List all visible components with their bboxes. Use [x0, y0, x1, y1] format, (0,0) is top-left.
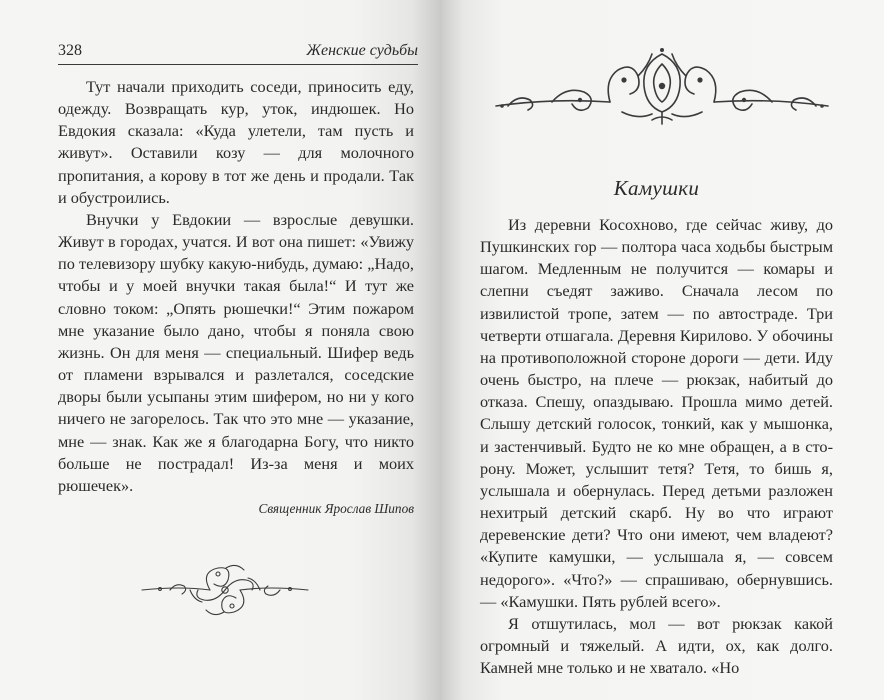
right-body-text — [480, 214, 833, 679]
paragraph: Внучки у Евдокии — взрослые девушки. Живут в городах, учатся. И вот она пишет: «Увижу по телевизору шубку какую-нибудь, думаю: „Надо, чтобы и у моей внучки такая была!“ И тут же словно током: „Опять рюшечки!“ Этим пожаром мне указание было дано, чтобы я поняла свою жизнь. Он для меня — специальный. Шифер ведь от пламени взрывался и разлетался, соседские дворы были усыпаны этим шифером, но ни у кого ничего не загорелось. Так что это мне — указание, мне — знак. Как же я благодарна Богу, что никто больше не пострадал! Из-за меня и моих рюшечек». — [58, 209, 414, 495]
chapter-title: Камушки — [613, 176, 700, 200]
floral-ornament-icon — [140, 560, 310, 618]
paragraph: Тут начали приходить соседи, приносить еду, одежду. Возвращать кур, уток, индюшек. Но Евдокия сказала: «Куда улетели, там пусть и живут». Оставили козу — для молочного пропитания, а корову в тот же день и продали. Так и обустроились. — [58, 77, 414, 207]
paragraph: Из деревни Косохново, где сейчас живу, до Пушкинских гор — полтора часа ходьбы быстрым шагом. Медленным не получится — комары и слепни съедят заживо. Сначала лесом по извилистой тропе, затем — по автостраде. Три четверти отшагала. Деревня Кирилово. У обочины на противоположной стороне дороги — дети. Иду очень быстро, на плече — рюкзак, набитый до отказа. Спешу, опаздываю. Прошла мимо детей. Слышу детский голосок, тонкий, как у мышонка, и застенчивый. Будто не ко мне обращен, а в сторону. Может, услышит тетя? Тетя, то бишь я, услышала и обернулась. Перед детьми разложен нехитрый детский скарб. Ну во что играют деревенские дети? Что они имеют, чем владеют? «Купите камушки, — услышала я, — совсем недорого». «Что?» — спрашиваю, обернувшись. — «Камушки. Пять рублей всего». — [480, 215, 833, 611]
running-head — [58, 38, 418, 64]
page-number: 328 — [58, 42, 82, 59]
floral-header-ornament-icon — [492, 40, 832, 130]
left-body-text — [58, 76, 414, 517]
running-title: Женские судьбы — [306, 42, 418, 59]
header-rule — [58, 64, 418, 65]
paragraph: Я отшутилась, мол — вот рюкзак какой огромный и тяжелый. А идти, ох, как долго. Камней мне только и не хватало. «Но — [480, 613, 833, 678]
author-signature: Священник Ярослав Шипов — [258, 500, 414, 516]
